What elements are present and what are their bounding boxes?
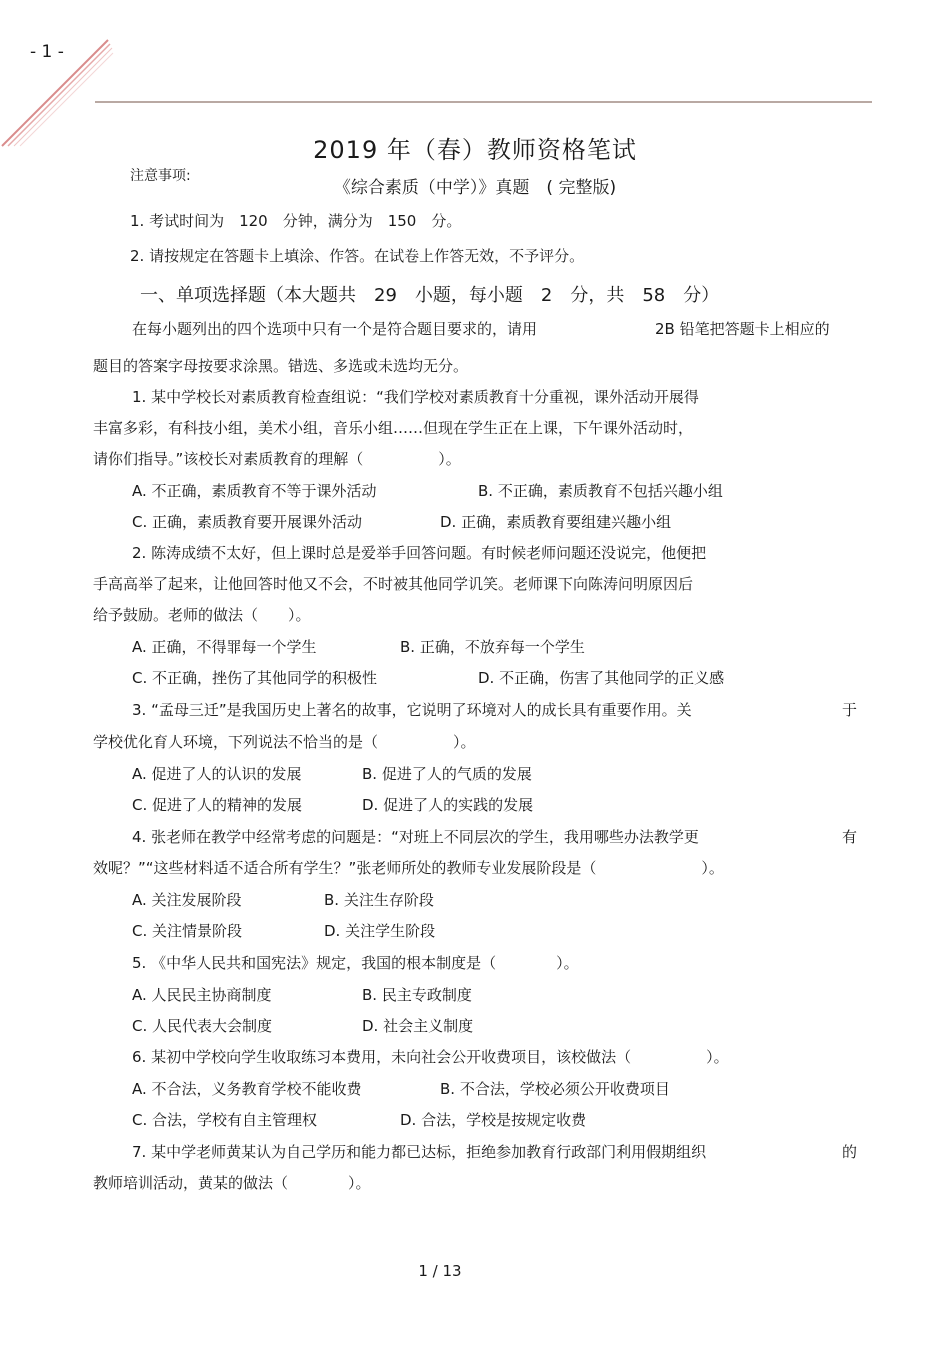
option-a: A. 不合法，义务教育学校不能收费 (132, 1080, 362, 1098)
option-a: A. 促进了人的认识的发展 (132, 765, 302, 783)
option-c: C. 合法，学校有自主管理权 (132, 1111, 318, 1129)
question-text: 有 (842, 828, 858, 846)
option-b: B. 关注生存阶段 (324, 891, 434, 909)
option-c: C. 促进了人的精神的发展 (132, 796, 303, 814)
question-text: 的 (842, 1143, 858, 1161)
option-a: A. 正确，不得罪每一个学生 (132, 638, 317, 656)
question-text: 效呢？”“这些材料适不适合所有学生？”张老师所处的教师专业发展阶段是（ ）。 (93, 859, 724, 877)
page-subtitle: 《综合素质（中学）》真题 ( 完整版) (333, 178, 617, 198)
section-desc: 2B 铅笔把答题卡上相应的 (655, 320, 830, 338)
question-text: 请你们指导。”该校长对素质教育的理解（ ）。 (93, 450, 461, 468)
question-text: 1. 某中学校长对素质教育检查组说：“我们学校对素质教育十分重视，课外活动开展得 (132, 388, 699, 406)
question-text: 3. “孟母三迁”是我国历史上著名的故事，它说明了环境对人的成长具有重要作用。关 (132, 701, 692, 719)
option-a: A. 人民民主协商制度 (132, 986, 272, 1004)
page-indicator: 1 / 13 (418, 1262, 462, 1280)
question-text: 丰富多彩，有科技小组，美术小组，音乐小组……但现在学生正在上课，下午课外活动时， (93, 419, 694, 437)
option-b: B. 正确，不放弃每一个学生 (400, 638, 585, 656)
option-b: B. 不合法，学校必须公开收费项目 (440, 1080, 670, 1098)
question-text: 于 (842, 701, 858, 719)
option-c: C. 关注情景阶段 (132, 922, 243, 940)
page-title: 2019 年（春）教师资格笔试 (313, 136, 637, 164)
notice-label: 注意事项: (130, 168, 191, 184)
question-text: 5. 《中华人民共和国宪法》规定，我国的根本制度是（ ）。 (132, 954, 579, 972)
question-text: 4. 张老师在教学中经常考虑的问题是：“对班上不同层次的学生，我用哪些办法教学更 (132, 828, 699, 846)
instruction-2: 2. 请按规定在答题卡上填涂、作答。在试卷上作答无效，不予评分。 (130, 247, 585, 265)
option-b: B. 民主专政制度 (362, 986, 472, 1004)
option-d: D. 关注学生阶段 (324, 922, 436, 940)
option-d: D. 不正确，伤害了其他同学的正义感 (478, 669, 725, 687)
section-desc: 在每小题列出的四个选项中只有一个是符合题目要求的，请用 (132, 320, 538, 338)
question-text: 手高高举了起来，让他回答时他又不会，不时被其他同学讥笑。老师课下向陈涛问明原因后 (93, 575, 694, 593)
section-heading: 一、单项选择题（本大题共 29 小题，每小题 2 分，共 58 分） (140, 285, 720, 306)
question-text: 教师培训活动，黄某的做法（ ）。 (93, 1174, 371, 1192)
option-c: C. 正确，素质教育要开展课外活动 (132, 513, 363, 531)
option-d: D. 正确，素质教育要组建兴趣小组 (440, 513, 672, 531)
header-rule (95, 101, 872, 103)
question-text: 6. 某初中学校向学生收取练习本费用，未向社会公开收费项目，该校做法（ ）。 (132, 1048, 729, 1066)
question-text: 学校优化育人环境，下列说法不恰当的是（ ）。 (93, 733, 476, 751)
question-text: 给予鼓励。老师的做法（ ）。 (93, 606, 311, 624)
page-number-top: - 1 - (30, 42, 64, 62)
option-d: D. 社会主义制度 (362, 1017, 474, 1035)
option-b: B. 不正确，素质教育不包括兴趣小组 (478, 482, 723, 500)
question-text: 2. 陈涛成绩不太好，但上课时总是爱举手回答问题。有时候老师问题还没说完，他便把 (132, 544, 707, 562)
question-text: 7. 某中学老师黄某认为自己学历和能力都已达标，拒绝参加教育行政部门利用假期组织 (132, 1143, 707, 1161)
option-a: A. 关注发展阶段 (132, 891, 242, 909)
option-b: B. 促进了人的气质的发展 (362, 765, 532, 783)
option-c: C. 不正确，挫伤了其他同学的积极性 (132, 669, 378, 687)
option-a: A. 不正确，素质教育不等于课外活动 (132, 482, 377, 500)
option-d: D. 合法，学校是按规定收费 (400, 1111, 587, 1129)
option-d: D. 促进了人的实践的发展 (362, 796, 534, 814)
option-c: C. 人民代表大会制度 (132, 1017, 273, 1035)
instruction-1: 1. 考试时间为 120 分钟，满分为 150 分。 (130, 212, 462, 230)
section-desc: 题目的答案字母按要求涂黑。错选、多选或未选均无分。 (93, 357, 469, 375)
